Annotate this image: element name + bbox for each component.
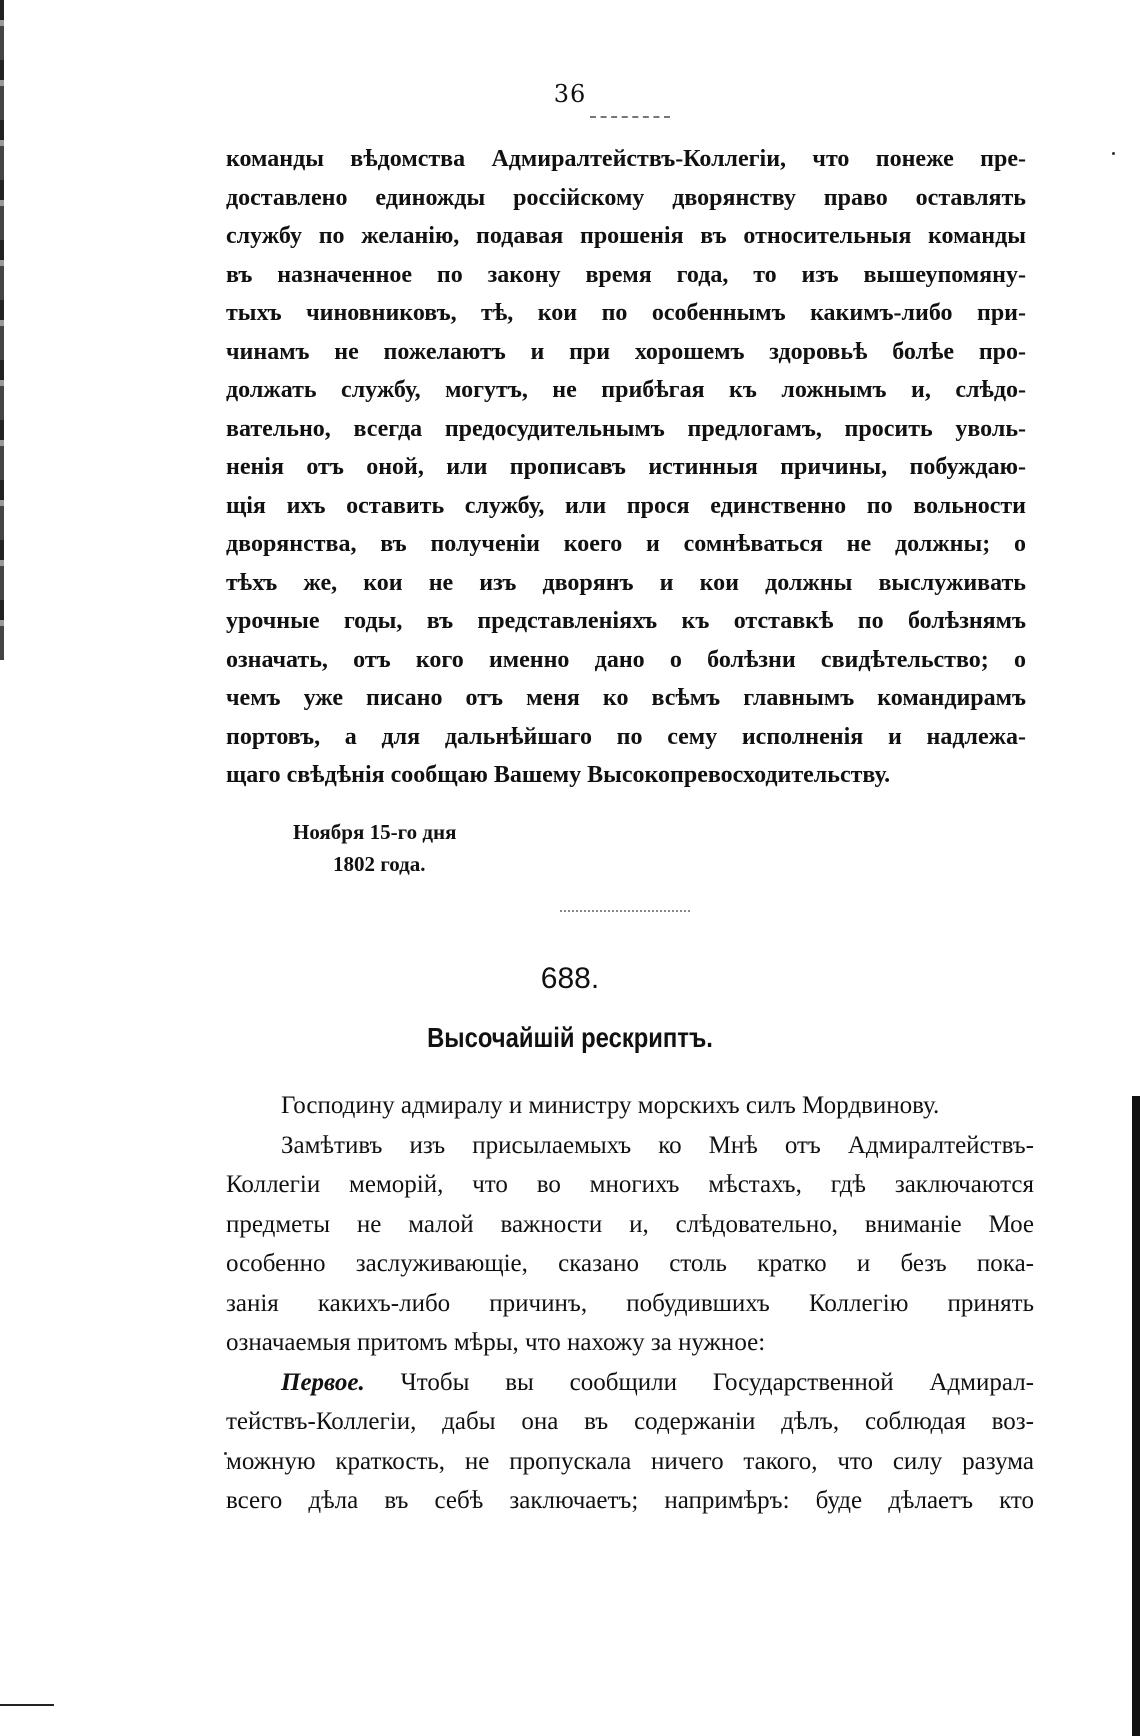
text-line: означаемыя притомъ мѣры, что нахожу за нужное: <box>226 1329 766 1356</box>
text-line: щаго свѣдѣнія сообщаю Вашему Высокопревосходительству. <box>226 762 891 788</box>
text-line: чемъ уже писано отъ меня ко всѣмъ главнымъ командирамъ <box>226 685 1026 711</box>
document-title: Высочайшій рескриптъ. <box>427 1022 713 1053</box>
date-day: Ноября 15-го дня <box>293 820 457 844</box>
text-line: портовъ, а для дальнѣйшаго по сему исполненія и надлежа- <box>226 723 1026 750</box>
scan-speck <box>1112 152 1115 155</box>
text-line: тействъ-Коллегіи, дабы она въ содержаніи дѣлъ, соблюдая воз- <box>226 1408 1034 1435</box>
item-lead: Первое. <box>281 1368 365 1396</box>
text-line: ненія отъ оной, или прописавъ истинныя причины, побуждаю- <box>226 454 1026 480</box>
text-line: означать, отъ кого именно дано о болѣзни свидѣтельство; о <box>226 646 1026 673</box>
text-line: щія ихъ оставить службу, или прося единственно по вольности <box>226 492 1026 519</box>
section-divider <box>560 910 690 912</box>
text-line: вательно, всегда предосудительнымъ предлогамъ, просить уволь- <box>226 415 1026 442</box>
scan-edge-right <box>1132 1096 1140 1736</box>
rescript-address: Господину адмиралу и министру морскихъ силъ Мордвинову. <box>281 1092 940 1119</box>
text-line: тѣхъ же, кои не изъ дворянъ и кои должны выслуживать <box>226 569 1026 596</box>
text-line: команды вѣдомства Адмиралтействъ-Коллегіи, что понеже пре- <box>226 146 1026 172</box>
text-line: чинамъ не пожелаютъ и при хорошемъ здоровьѣ болѣе про- <box>226 338 1026 365</box>
text-line: должать службу, могутъ, не прибѣгая къ ложнымъ и, слѣдо- <box>226 377 1026 403</box>
top-paragraph <box>226 140 1026 795</box>
text-line <box>226 1363 1034 1403</box>
text-line: службу по желанію, подавая прошенія въ относительныя команды <box>226 223 1026 249</box>
text-line: тыхъ чиновниковъ, тѣ, кои по особеннымъ какимъ-либо при- <box>226 300 1026 326</box>
page-number-rule <box>590 116 670 118</box>
text-line: Коллегіи меморій, что во многихъ мѣстахъ, гдѣ заключаются <box>226 1171 1034 1198</box>
text-line: особенно заслуживающіе, сказано столь кратко и безъ пока- <box>226 1250 1034 1277</box>
text-line: Замѣтивъ изъ присылаемыхъ ко Мнѣ отъ Адмиралтействъ- <box>281 1131 1034 1159</box>
text-line: урочные годы, въ представленіяхъ къ отставкѣ по болѣзнямъ <box>226 608 1026 634</box>
text-line: занія какихъ-либо причинъ, побудившихъ Коллегію принять <box>226 1289 1034 1317</box>
date-year: 1802 года. <box>333 852 426 876</box>
text-line: предметы не малой важности и, слѣдовательно, вниманіе Мое <box>226 1210 1034 1238</box>
text-line: дворянства, въ полученіи коего и сомнѣваться не должны; о <box>226 531 1026 557</box>
document-number: 688. <box>540 962 600 995</box>
page-number: 36 <box>553 80 587 108</box>
text-line: въ назначенное по закону время года, то изъ вышеупомяну- <box>226 261 1026 288</box>
text-line: доставлено единожды россійскому дворянству право оставлять <box>226 184 1026 211</box>
date-block <box>293 816 456 880</box>
text-line: всего дѣла въ себѣ заключаетъ; напримѣръ: буде дѣлаетъ кто <box>226 1487 1034 1514</box>
rescript-body <box>226 1086 1034 1521</box>
scan-edge-mark <box>0 1704 54 1706</box>
item-text: Чтобы вы сообщили Государственной Адмирал- <box>364 1368 1034 1396</box>
text-line: можную краткость, не пропускала ничего такого, что силу разума <box>226 1447 1034 1475</box>
